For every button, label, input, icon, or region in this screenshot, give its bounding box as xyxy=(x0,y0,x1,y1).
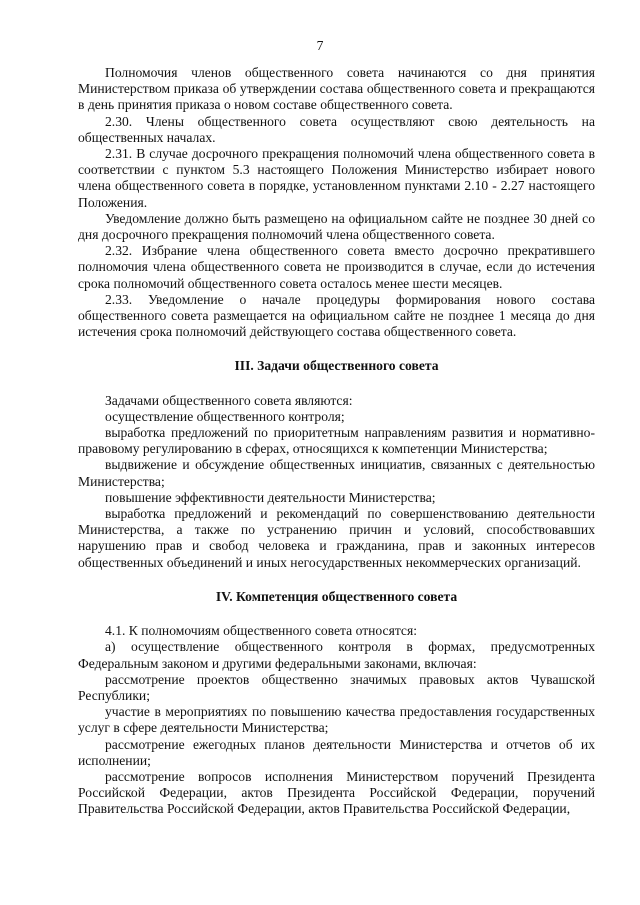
paragraph-2-31: 2.31. В случае досрочного прекращения полномочий члена общественного совета в соответствии с пунктом 5.3 настоящего Положения Министерство избирает нового члена общественного совета в порядке, установленном пунктами 2.10 - 2.27 настоящего Положения. xyxy=(78,146,595,210)
section-3-heading: III. Задачи общественного совета xyxy=(234,358,439,374)
competence-item: а) осуществление общественного контроля в формах, предусмотренных Федеральным законом и другими федеральными законами, включая: xyxy=(78,639,595,671)
task-item: повышение эффективности деятельности Министерства; xyxy=(105,489,436,505)
competence-item: рассмотрение проектов общественно значимых правовых актов Чувашской Республики; xyxy=(78,671,595,703)
task-item: выработка предложений и рекомендаций по совершенствованию деятельности Министерства, а также по устранению причин и условий, способствовавших нарушению прав и свобод человека и гражданина, прав и законных интересов общественных объединений и иных негосударственных некоммерческих организаций. xyxy=(78,506,595,570)
section-4-heading: IV. Компетенция общественного совета xyxy=(215,588,458,604)
competence-item: рассмотрение вопросов исполнения Министерством поручений Президента Российской Федерации, актов Президента Российской Федерации, поручений Правительства Российской Федерации, актов Правительства Российской Федерации, xyxy=(78,768,595,817)
competence-item: участие в мероприятиях по повышению качества предоставления государственных услуг в сфере деятельности Министерства; xyxy=(78,704,595,736)
competence-item: рассмотрение ежегодных планов деятельности Министерства и отчетов об их исполнении; xyxy=(78,736,595,768)
paragraph-notification: Уведомление должно быть размещено на официальном сайте не позднее 30 дней со дня досрочного прекращения полномочий члена общественного совета. xyxy=(78,210,595,243)
paragraph-2-33: 2.33. Уведомление о начале процедуры формирования нового состава общественного совета размещается на официальном сайте не позднее 1 месяца до дня истечения срока полномочий действующего состава общественного совета. xyxy=(78,291,595,340)
paragraph-4-1: 4.1. К полномочиям общественного совета относятся: xyxy=(105,623,417,639)
paragraph-2-32: 2.32. Избрание члена общественного совета вместо досрочно прекратившего полномочия члена общественного совета не производится в случае, если до истечения срока полномочий общественного совета осталось менее шести месяцев. xyxy=(78,243,595,291)
task-item: осуществление общественного контроля; xyxy=(105,408,345,424)
paragraph-2-30: 2.30. Члены общественного совета осуществляют свою деятельность на общественных началах. xyxy=(78,113,595,145)
task-item: выработка предложений по приоритетным направлениям развития и нормативно-правовому регулированию в сферах, относящихся к компетенции Министерства; xyxy=(78,425,595,457)
task-item: выдвижение и обсуждение общественных инициатив, связанных с деятельностью Министерства; xyxy=(78,457,595,489)
paragraph-term-start: Полномочия членов общественного совета начинаются со дня принятия Министерством приказа об утверждении состава общественного совета и прекращаются в день принятия приказа о новом составе общественного совета. xyxy=(78,65,595,113)
tasks-intro: Задачами общественного совета являются: xyxy=(105,392,353,408)
document-body xyxy=(78,65,595,818)
page-number: 7 xyxy=(316,38,324,53)
